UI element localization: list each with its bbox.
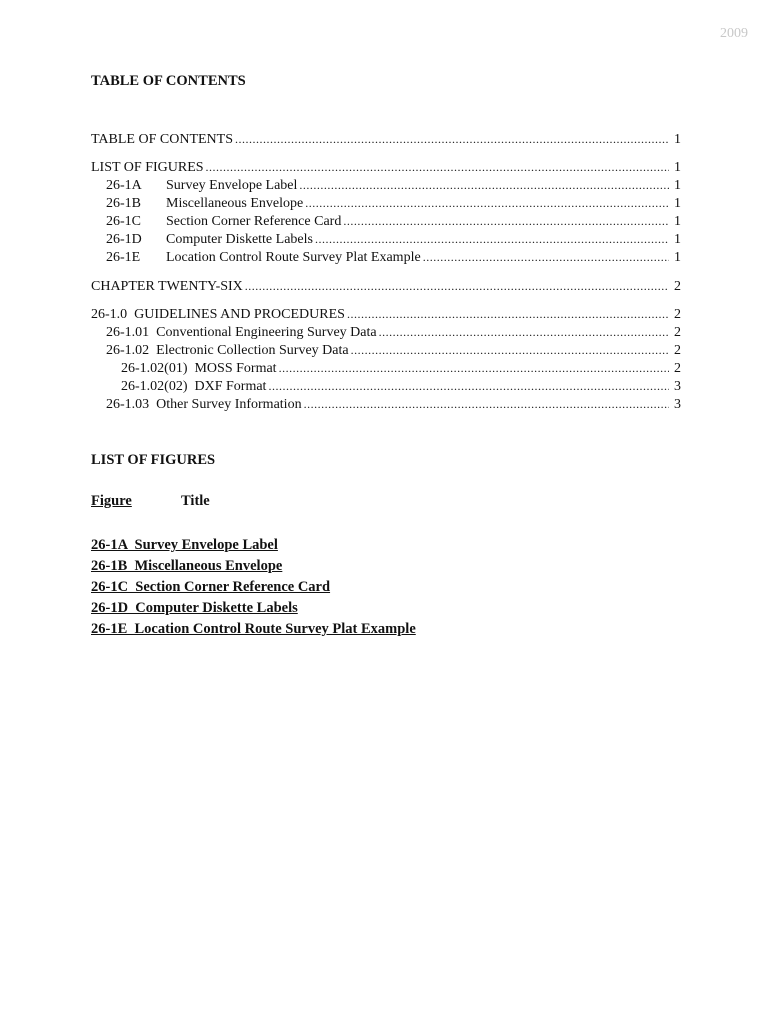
- toc-entry-text: 26-1.02 Electronic Collection Survey Data: [106, 343, 349, 358]
- toc-entry-list-of-figures[interactable]: [91, 158, 681, 176]
- toc-entry-code: 26-1B: [106, 196, 141, 211]
- toc-entry-figure-26-1c[interactable]: [91, 212, 681, 230]
- toc-entry-chapter-twenty-six[interactable]: [91, 277, 681, 295]
- toc-entry-figure-26-1e[interactable]: [91, 248, 681, 266]
- figure-link-26-1e[interactable]: 26-1E Location Control Route Survey Plat Example: [91, 621, 416, 637]
- toc-leader-dots: [245, 277, 669, 295]
- toc-page-number: 2: [674, 279, 681, 294]
- figure-link-26-1c[interactable]: 26-1C Section Corner Reference Card: [91, 579, 331, 595]
- toc-entry-figure-26-1b[interactable]: [91, 194, 681, 212]
- toc-page-number: 1: [674, 250, 681, 265]
- list-of-figures-heading: LIST OF FIGURES: [91, 452, 216, 468]
- toc-leader-dots: [305, 194, 669, 212]
- toc-entry-text: Computer Diskette Labels: [166, 232, 313, 247]
- toc-leader-dots: [315, 230, 669, 248]
- toc-page-number: 1: [674, 214, 681, 229]
- toc-leader-dots: [343, 212, 669, 230]
- toc-entry-text: TABLE OF CONTENTS: [91, 132, 233, 147]
- toc-entry-text: 26-1.01 Conventional Engineering Survey Data: [106, 325, 377, 340]
- page-year: 2009: [720, 26, 748, 41]
- toc-entry-26-1-02-02[interactable]: [91, 377, 681, 395]
- toc-entry-figure-26-1a[interactable]: [91, 176, 681, 194]
- figure-link-26-1b[interactable]: 26-1B Miscellaneous Envelope: [91, 558, 283, 574]
- toc-entry-26-1-01[interactable]: [91, 323, 681, 341]
- toc-page-number: 2: [674, 307, 681, 322]
- toc-page-number: 1: [674, 160, 681, 175]
- toc-entry-26-1-02-01[interactable]: [91, 359, 681, 377]
- toc-entry-26-1-0[interactable]: [91, 305, 681, 323]
- toc-page-number: 1: [674, 132, 681, 147]
- toc-leader-dots: [235, 130, 669, 148]
- toc-page-number: 1: [674, 232, 681, 247]
- toc-entry-text: CHAPTER TWENTY-SIX: [91, 279, 243, 294]
- title-column-header: Title: [181, 493, 210, 509]
- figure-column-headers: [91, 493, 210, 510]
- toc-entry-table-of-contents[interactable]: [91, 130, 681, 148]
- toc-entry-text: Section Corner Reference Card: [166, 214, 342, 229]
- toc-leader-dots: [279, 359, 669, 377]
- toc-entry-code: 26-1D: [106, 232, 142, 247]
- toc-page-number: 2: [674, 325, 681, 340]
- toc-entry-26-1-02[interactable]: [91, 341, 681, 359]
- toc-entry-text: 26-1.03 Other Survey Information: [106, 397, 302, 412]
- toc-entry-code: 26-1A: [106, 178, 142, 193]
- toc-leader-dots: [304, 395, 669, 413]
- toc-entry-figure-26-1d[interactable]: [91, 230, 681, 248]
- toc-entry-text: 26-1.02(01) MOSS Format: [121, 361, 277, 376]
- toc-heading: TABLE OF CONTENTS: [91, 73, 246, 89]
- toc-leader-dots: [423, 248, 669, 266]
- toc-entry-text: 26-1.0 GUIDELINES AND PROCEDURES: [91, 307, 345, 322]
- toc-leader-dots: [347, 305, 669, 323]
- figure-link-26-1a[interactable]: 26-1A Survey Envelope Label: [91, 537, 278, 553]
- toc-leader-dots: [379, 323, 669, 341]
- toc-entry-text: Miscellaneous Envelope: [166, 196, 304, 211]
- toc-entry-text: Location Control Route Survey Plat Example: [166, 250, 421, 265]
- toc-page-number: 3: [674, 379, 681, 394]
- toc-leader-dots: [268, 377, 669, 395]
- toc-leader-dots: [206, 158, 669, 176]
- toc-entry-26-1-03[interactable]: [91, 395, 681, 413]
- toc-leader-dots: [299, 176, 669, 194]
- toc-page-number: 3: [674, 397, 681, 412]
- figure-column-header: Figure: [91, 493, 132, 509]
- toc-entry-code: 26-1C: [106, 214, 141, 229]
- toc-page-number: 1: [674, 196, 681, 211]
- toc-entry-text: Survey Envelope Label: [166, 178, 298, 193]
- toc-entry-code: 26-1E: [106, 250, 141, 265]
- toc-entry-text: LIST OF FIGURES: [91, 160, 204, 175]
- toc-entry-text: 26-1.02(02) DXF Format: [121, 379, 267, 394]
- toc-page-number: 2: [674, 361, 681, 376]
- toc-page-number: 1: [674, 178, 681, 193]
- toc-leader-dots: [351, 341, 669, 359]
- toc-page-number: 2: [674, 343, 681, 358]
- figure-list: [91, 535, 416, 640]
- figure-link-26-1d[interactable]: 26-1D Computer Diskette Labels: [91, 600, 298, 616]
